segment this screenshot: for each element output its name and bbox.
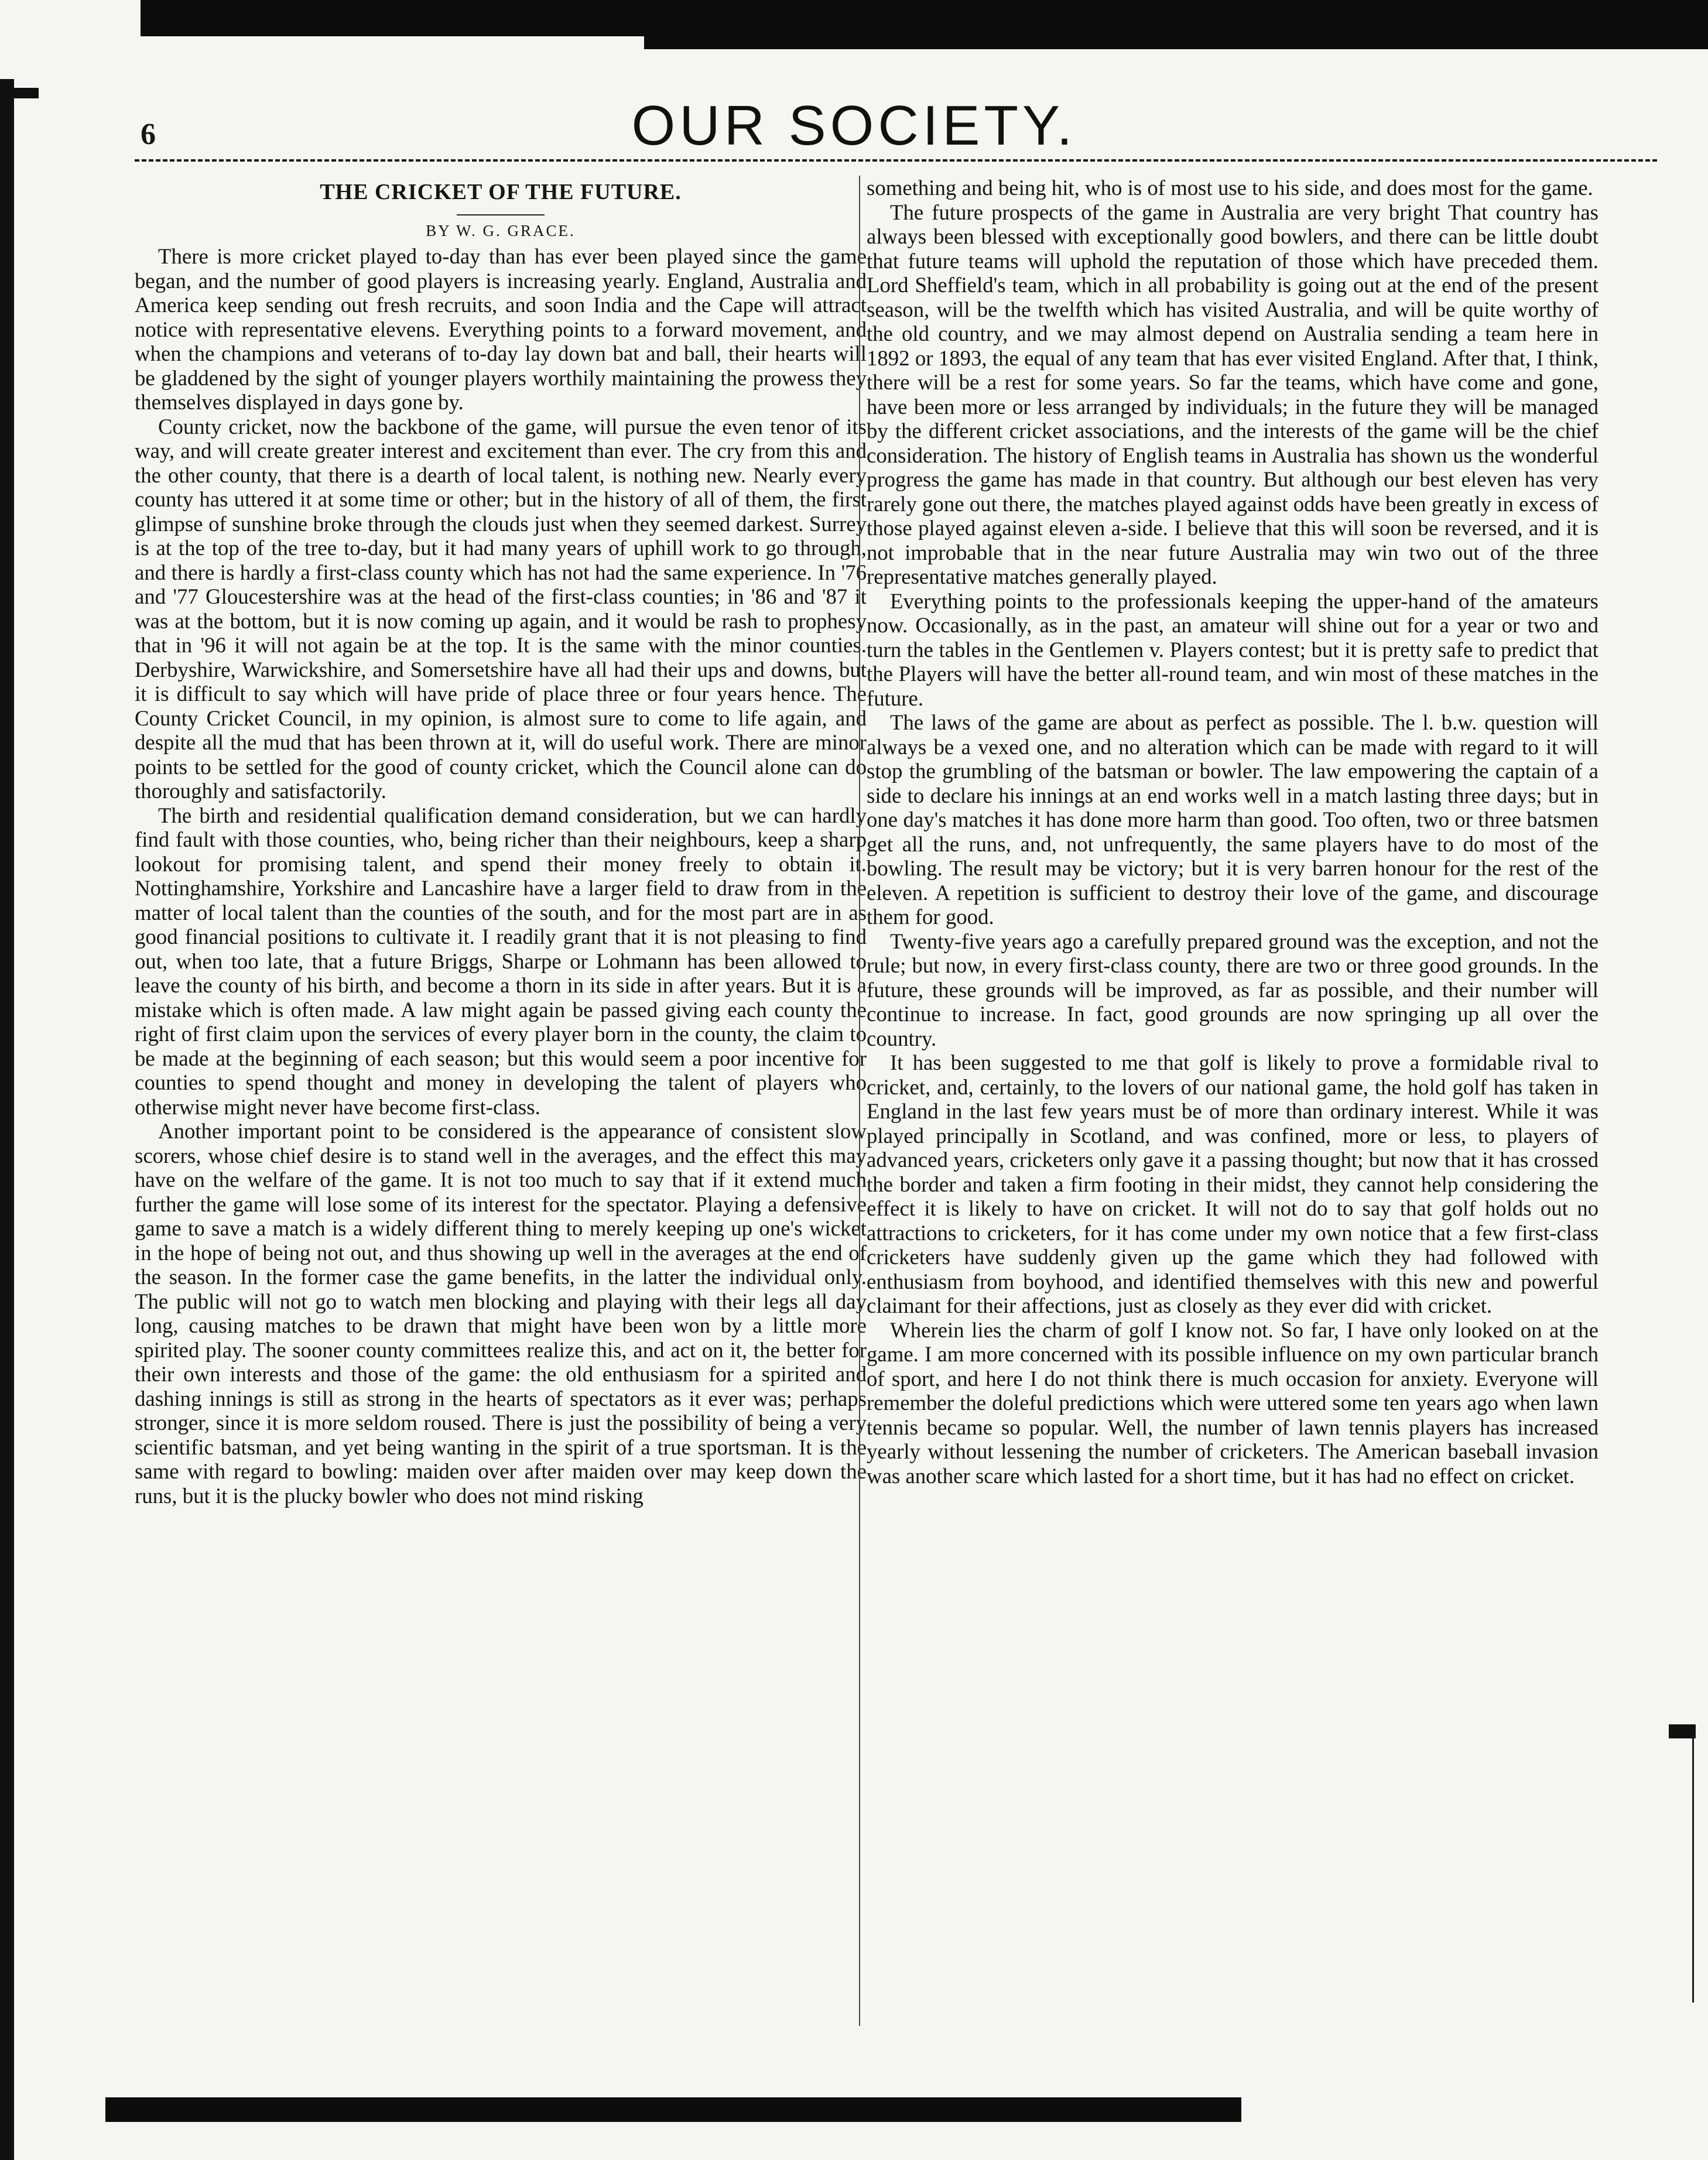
paragraph: It has been suggested to me that golf is likely to prove a formidable rival to cricket, and, certainly, to the lovers of our national game, the hold golf has taken in England in the last few years must be of more than ordinary interest. While it was played principally in Scotland, and was confined, more or less, to players of advanced years, cricketers only gave it a passing thought; but now that it has crossed the border and taken a firm footing in their midst, they cannot help considering the effect it is likely to have on cricket. It will not do to say that golf holds out no attractions to cricketers, for it has come under my own notice that a few first-class cricketers have suddenly given up the game which they had followed with enthusiasm from boyhood, and identified themselves with this new and powerful claimant for their affections, just as closely as they ever did with cricket.: [867, 1050, 1599, 1317]
scan-left-edge-bar: [0, 79, 14, 2160]
scan-top-band-edge: [644, 34, 1708, 49]
paragraph: The future prospects of the game in Australia are very bright That country has always been blessed with exceptionally good bowlers, and there can be little doubt that future teams will uphold the reputation of those which have preceded them. Lord Sheffield's team, which in all probability is going out at the end of the present season, will be the twelfth which has visited Australia, and will be quite worthy of the old country, and we may almost depend on Australia sending a team here in 1892 or 1893, the equal of any team that has ever visited England. After that, I think, there will be a rest for some years. So far the teams, which have come and gone, have been more or less arranged by individuals; in the future they will be managed by the different cricket associations, and the interests of the game will be the chief consideration. The history of English teams in Australia has shown us the wonderful progress the game has made in that country. But although our best eleven has very rarely gone out there, the matches played against odds have been greatly in excess of those played against eleven a-side. I believe that this will soon be reversed, and it is not improbable that in the near future Australia may win two out of the three representative matches generally played.: [867, 200, 1599, 588]
scan-bottom-band: [105, 2097, 1241, 2122]
paragraph: Everything points to the professionals keeping the upper-hand of the amateurs now. Occasionally, as in the past, an amateur will shine out for a year or two and turn the tables in the Gentlemen v. Players contest; but it is pretty safe to predict that the Players will have the better all-round team, and win most of these matches in the future.: [867, 588, 1599, 710]
page-number: 6: [141, 118, 156, 151]
article-column-left: [135, 176, 867, 1508]
paragraph: Twenty-five years ago a carefully prepared ground was the exception, and not the rule; but now, in every first-class county, there are two or three good grounds. In the future, these grounds will be improved, as far as possible, and their number will continue to increase. In fact, good grounds are now springing up all over the country.: [867, 929, 1599, 1050]
paragraph: The birth and residential qualification demand consideration, but we can hardly find fault with those counties, who, being richer than their neighbours, keep a sharp lookout for promising talent, and spend their money freely to obtain it. Nottinghamshire, Yorkshire and Lancashire have a larger field to draw from in the matter of local talent than the counties of the south, and for the most part are in as good financial positions to cultivate it. I readily grant that it is not pleasing to find out, when too late, that a future Briggs, Sharpe or Lohmann has been allowed to leave the county of his birth, and become a thorn in its side in after years. But it is a mistake which is often made. A law might again be passed giving each county the right of first claim upon the services of every player born in the county, the claim to be made at the beginning of each season; but this would seem a poor incentive for counties to spend thought and money in developing the talent of players who otherwise might never have become first-class.: [135, 803, 867, 1119]
header-rule: [135, 159, 1657, 162]
scan-right-edge-line: [1692, 1733, 1694, 2002]
title-rule: [457, 214, 545, 215]
masthead-title: OUR SOCIETY.: [631, 94, 1077, 157]
column-divider: [859, 176, 860, 2026]
paragraph: County cricket, now the backbone of the game, will pursue the even tenor of its way, and will create greater interest and excitement than ever. The cry from this and the other county, that there is a dearth of local talent, is nothing new. Nearly every county has uttered it at some time or other; but in the history of all of them, the first glimpse of sunshine broke through the clouds just when they seemed darkest. Surrey is at the top of the tree to-day, but it had many years of uphill work to go through, and there is hardly a first-class county which has not had the same experience. In '76 and '77 Gloucestershire was at the head of the first-class counties; in '86 and '87 it was at the bottom, but it is now coming up again, and it would be rash to prophesy that in '96 it will not again be at the top. It is the same with the minor counties. Derbyshire, Warwickshire, and Somersetshire have all had their ups and downs, but it is difficult to say which will have pride of place three or four years hence. The County Cricket Council, in my opinion, is almost sure to come to life again, and despite all the mud that has been thrown at it, will do useful work. There are minor points to be settled for the good of county cricket, which the Council alone can do thoroughly and satisfactorily.: [135, 414, 867, 803]
article-byline: BY W. G. GRACE.: [426, 221, 576, 239]
article-column-right: [867, 176, 1599, 1488]
scan-top-band: [141, 0, 1708, 36]
paragraph: Wherein lies the charm of golf I know not. So far, I have only looked on at the game. I am more concerned with its possible influence on my own particular branch of sport, and here I do not think there is much occasion for anxiety. Everyone will remember the doleful predictions which were uttered some ten years ago when lawn tennis became so popular. Well, the number of lawn tennis players has increased yearly without lessening the number of cricketers. The American baseball invasion was another scare which lasted for a short time, but it has had no effect on cricket.: [867, 1317, 1599, 1488]
paragraph-continuation: something and being hit, who is of most use to his side, and does most for the game.: [867, 176, 1593, 200]
article-title: THE CRICKET OF THE FUTURE.: [320, 180, 682, 204]
paragraph: The laws of the game are about as perfect as possible. The l. b.w. question will always be a vexed one, and no alteration which can be made with regard to it will stop the grumbling of the batsman or bowler. The law empowering the captain of a side to declare his innings at an end works well in a match lasting three days; but in one day's matches it has done more harm than good. Too often, two or three batsmen get all the runs, and, not unfrequently, the same players have to do most of the bowling. The result may be victory; but it is very barren honour for the rest of the eleven. A repetition is sufficient to destroy their love of the game, and discourage them for good.: [867, 710, 1599, 929]
paragraph: Another important point to be considered is the appearance of consistent slow scorers, whose chief desire is to stand well in the averages, and the effect this may have on the welfare of the game. It is not too much to say that if it extend much further the game will lose some of its interest for the spectator. Playing a defensive game to save a match is a widely different thing to merely keeping up one's wicket in the hope of being not out, and thus showing up well in the averages at the end of the season. In the former case the game benefits, in the latter the individual only. The public will not go to watch men blocking and playing with their legs all day long, causing matches to be drawn that might have been won by a little more spirited play. The sooner county committees realize this, and act on it, the better for their own interests and those of the game: the old enthusiasm for a spirited and dashing innings is still as strong in the hearts of spectators as it ever was; perhaps stronger, since it is more seldom roused. There is just the possibility of being a very scientific batsman, and yet being wanting in the spirit of a true sportsman. It is the same with regard to bowling: maiden over after maiden over may keep down the runs, but it is the plucky bowler who does not mind risking: [135, 1119, 867, 1508]
paragraph: There is more cricket played to-day than has ever been played since the game began, and the number of good players is increasing yearly. England, Australia and America keep sending out fresh recruits, and soon India and the Cape will attract notice with representative elevens. Everything points to a forward movement, and when the champions and veterans of to-day lay down bat and ball, their hearts will be gladdened by the sight of younger players worthily maintaining the prowess they themselves displayed in days gone by.: [135, 244, 867, 414]
